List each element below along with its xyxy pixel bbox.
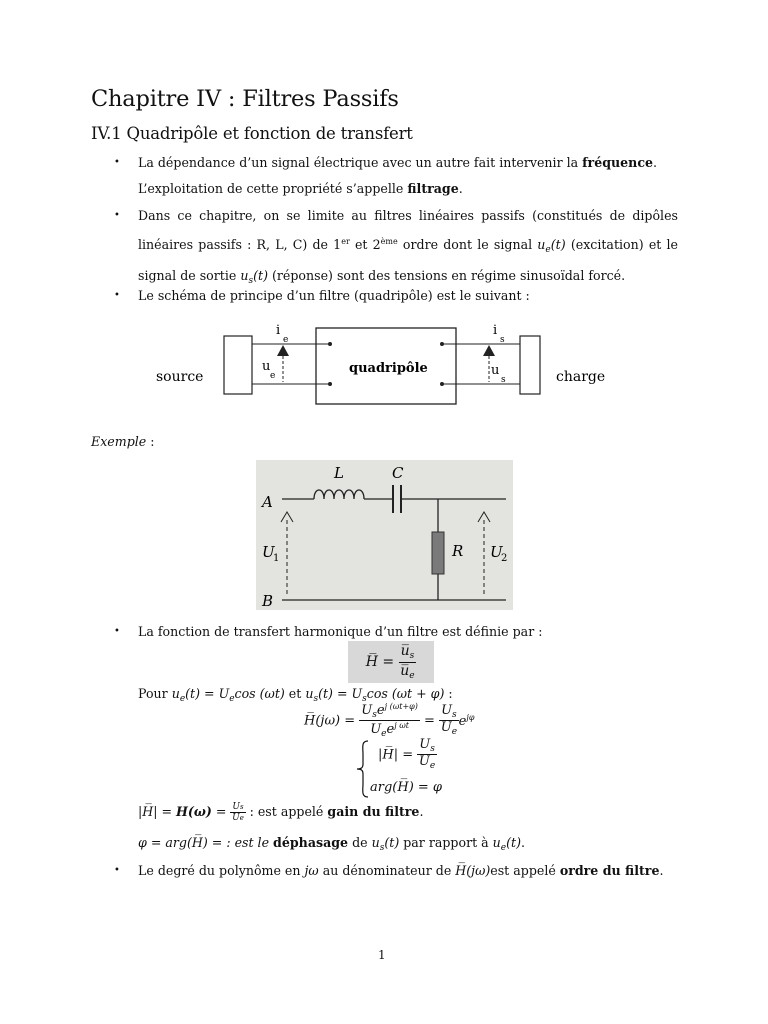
paragraph-frequence: La dépendance d’un signal électrique avec un autre fait intervenir la fréquence. L’exploitation de cette propriété s’appelle filtrage. [138, 155, 658, 196]
svg-text:s: s [501, 375, 506, 385]
svg-text:e: e [283, 335, 289, 345]
ie-label: i [276, 323, 281, 338]
is-label: i [493, 323, 498, 338]
keyword-gain-du-filtre: gain du filtre [327, 804, 420, 819]
math-us: $u_s(t)$ [240, 268, 268, 286]
bullet-marker: • [114, 290, 120, 301]
resistor-icon [432, 532, 444, 574]
keyword-dephasage: déphasage [273, 835, 349, 850]
capacitor-label: C [392, 464, 404, 482]
inductor-label: L [334, 464, 344, 482]
svg-text:1: 1 [273, 553, 280, 564]
paragraph-filtres-lineaires: Dans ce chapitre, on se limite au filtres linéaires passifs (constitués de dipôles linéaires passifs : R, L, C) de 1er et 2ème ordre dont le signal $u_e(t)$ (excitation) et le signal de sortie $u_s(t)$ (réponse) sont des tensions en régime sinusoïdal forcé. [138, 208, 678, 286]
u1-label: U [262, 543, 275, 561]
page-number: 1 [378, 948, 386, 962]
us-label: u [491, 363, 500, 378]
paragraph-ordre: Le degré du polynôme en jω au dénominateur de H̅(jω)est appelé ordre du filtre. [138, 863, 664, 878]
keyword-h-omega: H(ω) [176, 804, 212, 819]
keyword-ordre-du-filtre: ordre du filtre [559, 863, 660, 878]
quadripole-diagram [150, 318, 620, 410]
paragraph-schema: Le schéma de principe d’un filtre (quadripôle) est le suivant : [138, 288, 530, 303]
ue-label: u [262, 359, 271, 374]
circuit-background [256, 460, 513, 610]
current-is-arrow [483, 345, 495, 356]
bullet-marker: • [114, 626, 120, 637]
paragraph-dephasage: φ = arg(H̅) = : est le déphasage de $u_s(t)$ par rapport à $u_e(t)$. [138, 835, 526, 853]
equation-transfer-function: H̅ = $\frac{u̅_s}{u̅_e}$ [348, 641, 434, 683]
node-a-label: A [262, 493, 273, 511]
current-ie-arrow [277, 345, 289, 356]
quadripole-label: quadripôle [349, 361, 428, 376]
source-label: source [156, 369, 204, 385]
svg-text:e: e [270, 371, 276, 381]
bullet-marker: • [114, 865, 120, 876]
charge-box [520, 336, 540, 394]
math-ue: $u_e(t)$ [537, 237, 566, 255]
paragraph-fonction-transfert: La fonction de transfert harmonique d’un filtre est définie par : [138, 624, 543, 639]
rlc-circuit-diagram [256, 460, 513, 610]
svg-text:s: s [500, 335, 505, 345]
paragraph-pour: Pour $u_e(t) = U_e\cos$ (ωt) et $u_s(t) = U_s\cos$ (ωt + φ) : [138, 686, 453, 704]
keyword-filtrage: filtrage [407, 181, 459, 196]
bullet-marker: • [114, 210, 120, 221]
equation-hjw: H̅(jω) = $\frac{U_se^{j (\omega t+\varphi)}}{U_ee^{j \omega t}}$ = $\frac{U_s}{U_e}$ $e^{j\varphi}$ [304, 702, 475, 740]
node-b-label: B [262, 592, 274, 610]
keyword-frequence: fréquence [582, 155, 654, 170]
source-box [224, 336, 252, 394]
charge-label: charge [556, 369, 606, 385]
chapter-title: Chapitre IV : Filtres Passifs [91, 86, 399, 112]
exemple-label: Exemple : [91, 434, 155, 449]
svg-text:2: 2 [501, 553, 508, 564]
bullet-marker: • [114, 157, 120, 168]
u2-label: U [490, 543, 503, 561]
paragraph-gain: |H̅| = H(ω) = $\frac{Us}{Ue}$ : est appelé gain du filtre. [138, 801, 424, 823]
resistor-label: R [452, 542, 464, 560]
section-heading: IV.1 Quadripôle et fonction de transfert [91, 124, 413, 143]
brace-icon [356, 740, 370, 798]
